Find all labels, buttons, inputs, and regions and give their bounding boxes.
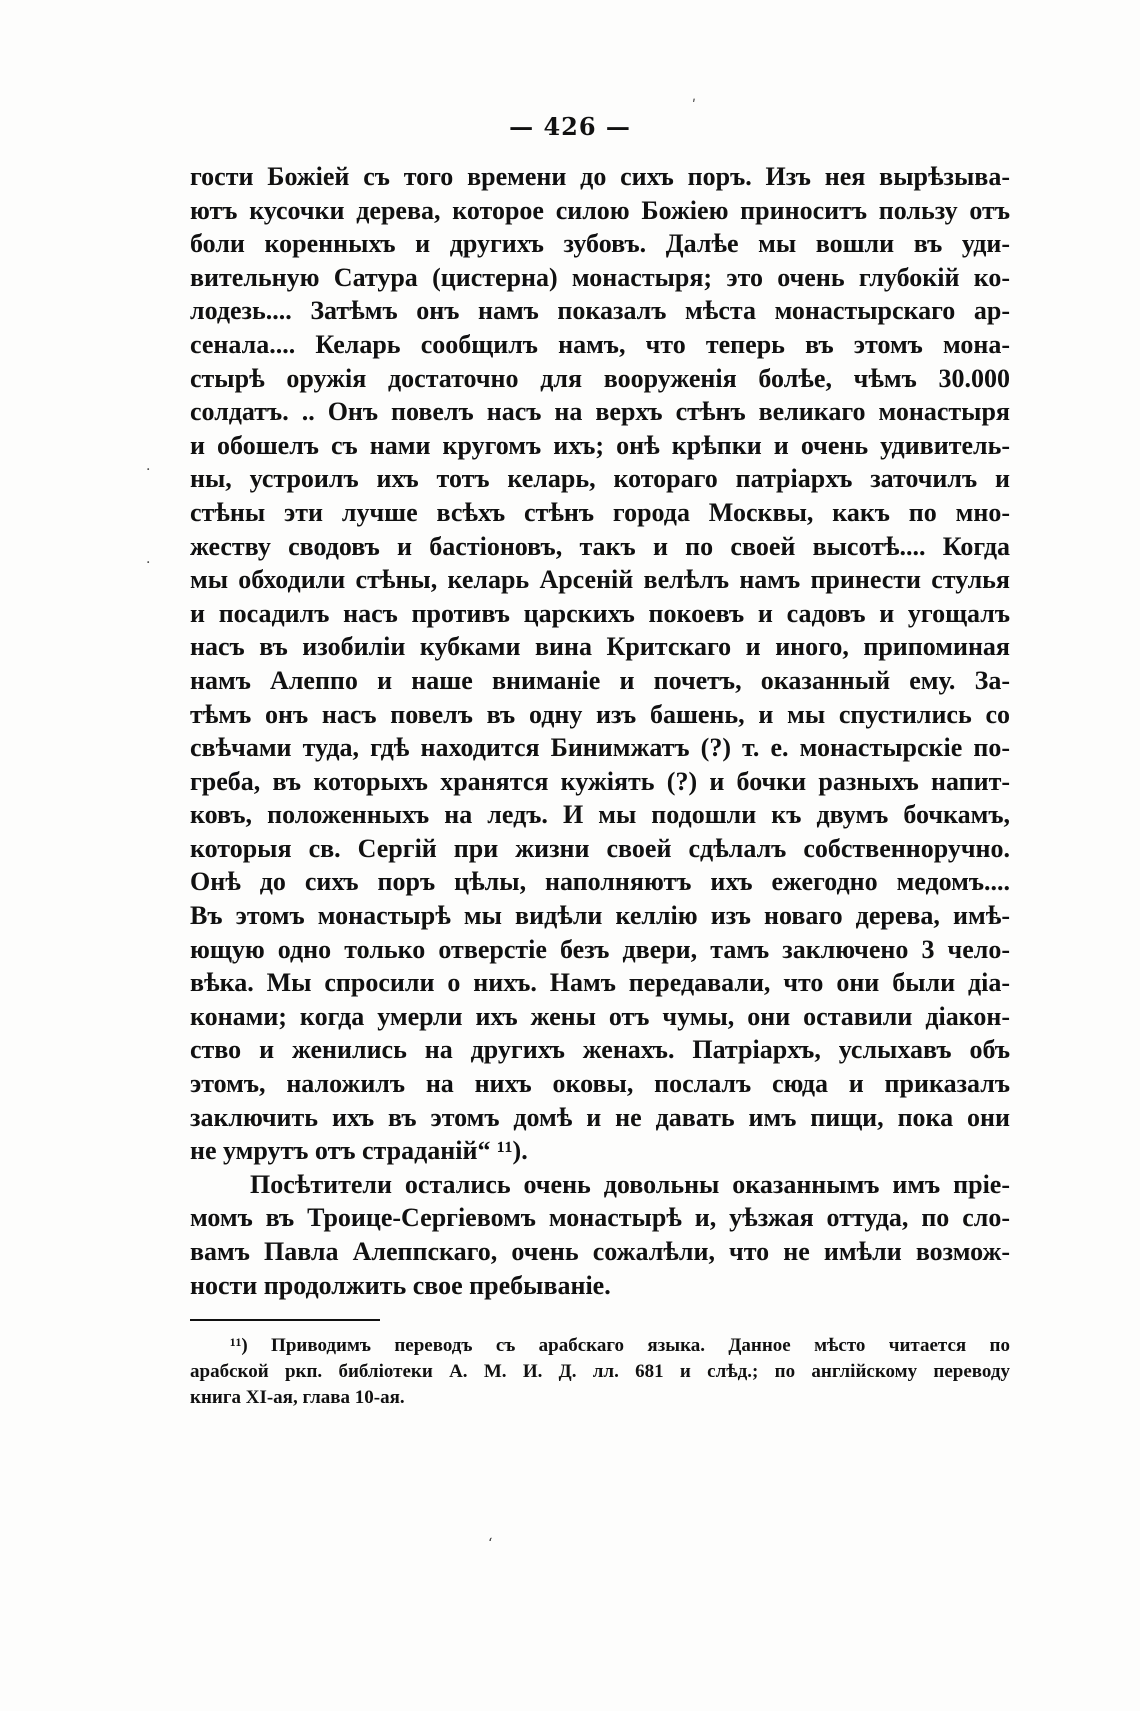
text-line: ны, устроилъ ихъ тотъ келарь, котораго патріархъ заточилъ и <box>190 464 1010 494</box>
text-line: лодезь.... Затѣмъ онъ намъ показалъ мѣста монастырскаго ар- <box>190 296 1010 326</box>
paragraph-line: ности продолжить свое пребываніе. <box>190 1270 611 1300</box>
text-line: ковъ, положенныхъ на ледъ. И мы подошли къ двумъ бочкамъ, <box>190 800 1010 830</box>
text-line: ство и женились на другихъ женахъ. Патріархъ, услыхавъ объ <box>190 1035 1010 1065</box>
text-line: боли коренныхъ и другихъ зубовъ. Далѣе мы вошли въ уди- <box>190 229 1010 259</box>
text-line: Въ этомъ монастырѣ мы видѣли келлію изъ новаго дерева, имѣ- <box>190 901 1010 931</box>
print-speck: · <box>146 555 151 571</box>
footnote-line: арабской ркп. библіотеки А. М. И. Д. лл. 681 и слѣд.; по англійскому переводу <box>190 1361 1010 1382</box>
text-line: этомъ, наложилъ на нихъ оковы, послалъ сюда и приказалъ <box>190 1069 1010 1099</box>
footnote <box>190 1333 1010 1411</box>
footnote-line: ¹¹) Приводимъ переводъ съ арабскаго языка. Данное мѣсто читается по <box>230 1335 1010 1356</box>
page-number: — 426 — <box>509 112 631 141</box>
text-line: заключить ихъ въ этомъ домѣ и не давать имъ пищи, пока они <box>190 1102 1010 1132</box>
text-line: и посадилъ насъ противъ царскихъ покоевъ и садовъ и угощалъ <box>190 598 1010 628</box>
text-line: ютъ кусочки дерева, которое силою Божіею приноситъ пользу отъ <box>190 195 1010 225</box>
paragraph-line: Посѣтители остались очень довольны оказаннымъ имъ пріе- <box>250 1169 1010 1199</box>
text-line: жеству сводовъ и бастіоновъ, такъ и по своей высотѣ.... Когда <box>190 531 1010 561</box>
text-line: не умрутъ отъ страданій“ ¹¹). <box>190 1136 528 1166</box>
footnote-divider <box>190 1319 380 1321</box>
footnote-line: книга XI-ая, глава 10-ая. <box>190 1387 405 1408</box>
text-line: вѣка. Мы спросили о нихъ. Намъ передавали, что они были діа- <box>190 968 1010 998</box>
text-line: свѣчами туда, гдѣ находится Бинимжатъ (?) т. е. монастырскіе по- <box>190 733 1010 763</box>
text-line: мы обходили стѣны, келарь Арсеній велѣлъ намъ принести стулья <box>190 565 1010 595</box>
text-line: сенала.... Келарь сообщилъ намъ, что теперь въ этомъ мона- <box>190 329 1010 359</box>
text-line: Онѣ до сихъ поръ цѣлы, наполняютъ ихъ ежегодно медомъ.... <box>190 867 1010 897</box>
text-line: стѣны эти лучше всѣхъ стѣнъ города Москвы, какъ по мно- <box>190 497 1010 527</box>
text-line: гости Божіей съ того времени до сихъ поръ. Изъ нея вырѣзыва- <box>190 162 1010 191</box>
text-line: греба, въ которыхъ хранятся кужіять (?) и бочки разныхъ напит- <box>190 766 1010 796</box>
text-line: которыя св. Сергій при жизни своей сдѣлалъ собственноручно. <box>190 833 1010 863</box>
print-speck: ʻ <box>488 1536 493 1552</box>
paragraph-line: момъ въ Троице-Сергіевомъ монастырѣ и, уѣзжая оттуда, по сло- <box>190 1203 1010 1233</box>
text-line: ющую одно только отверстіе безъ двери, тамъ заключено 3 чело- <box>190 934 1010 964</box>
text-line: намъ Алеппо и наше вниманіе и почетъ, оказанный ему. За- <box>190 665 1010 695</box>
main-text <box>190 160 1010 1302</box>
paragraph-line: вамъ Павла Алеппскаго, очень сожалѣли, что не имѣли возмож- <box>190 1237 1010 1266</box>
text-line: солдатъ. .. Онъ повелъ насъ на верхъ стѣнъ великаго монастыря <box>190 397 1010 427</box>
print-speck: · <box>146 462 151 478</box>
text-line: стырѣ оружія достаточно для вооруженія болѣе, чѣмъ 30.000 <box>190 363 1010 393</box>
text-line: и обошелъ съ нами кругомъ ихъ; онѣ крѣпки и очень удивитель- <box>190 430 1010 460</box>
text-line: вительную Сатура (цистерна) монастыря; это очень глубокій ко- <box>190 262 1010 292</box>
print-speck: ʹ <box>692 98 696 114</box>
text-line: конами; когда умерли ихъ жены отъ чумы, они оставили діакон- <box>190 1001 1010 1031</box>
text-line: тѣмъ онъ насъ повелъ въ одну изъ башень, и мы спустились со <box>190 699 1010 729</box>
text-line: насъ въ изобиліи кубками вина Критскаго и иного, припоминая <box>190 632 1010 662</box>
